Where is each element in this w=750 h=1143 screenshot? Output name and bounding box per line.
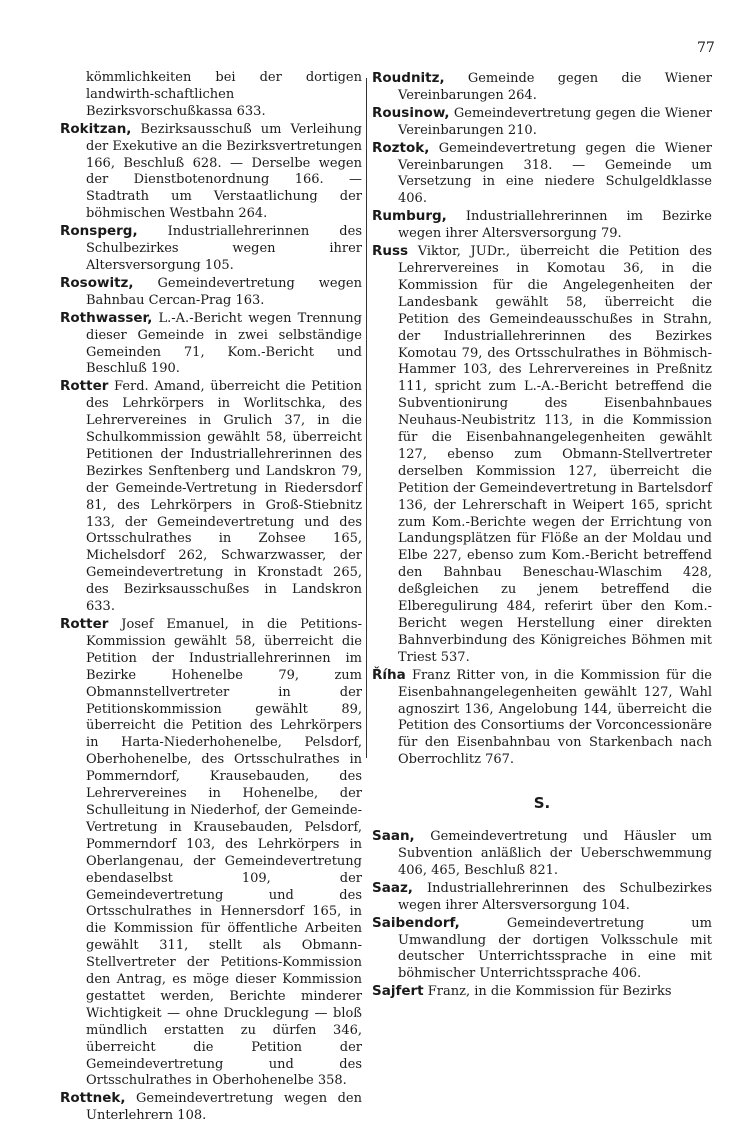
index-entry: [372, 828, 712, 880]
entry-text: Industriallehrerinnen im Bezirke wegen ihrer Altersversorgung 79.: [398, 209, 713, 242]
entry-text: Franz, in die Kommission für Bezirks: [427, 984, 672, 1000]
entry-headword: Roudnitz,: [372, 70, 445, 86]
entry-headword: Ronsperg,: [60, 223, 138, 240]
entry-headword: Saaz,: [372, 879, 413, 896]
entry-headword: Rotter: [60, 378, 109, 395]
index-entry: [372, 915, 712, 984]
entry-text: Gemeindevertretung und Häusler um Subvention anläßlich der Ueberschwemmung 406, 465, Beschluß 821.: [398, 829, 712, 878]
page-number: 77: [697, 40, 715, 56]
right-column: [372, 70, 712, 1001]
entry-headword: Rosowitz,: [60, 274, 134, 291]
entry-headword: Rothwasser,: [60, 309, 153, 326]
index-entry: [60, 223, 362, 275]
entry-headword: Rottnek,: [60, 1090, 126, 1107]
entry-text: Viktor, JUDr., überreicht die Petition des Lehrervereines in Komotau 36, in die Kommission für die Angelegenheiten der Landesbank gewählt 58, überreicht die Petition des Gemeindeausschußes in Strahn, der Industriallehrerinnen des Bezirkes Komotau 79, des Ortsschulrathes in Böhmisch-Hammer 103, des Lehrervereines in Preßnitz 111, spricht zum L.-A.-Bericht betreffend die Subventionirung des Eisenbahnbaues Neuhaus-Neubistritz 113, in die Kommission für die Eisenbahnangelegenheiten gewählt 127, ebenso zum Obmann-Stellvertreter derselben Kommission 127, überreicht die Petition der Gemeindevertretung in Bartelsdorf 136, der Lehrerschaft in Weipert 165, spricht zum Kom.-Berichte wegen der Errichtung von Landungsplätzen für Flöße an der Moldau und Elbe 227, ebenso zum Kom.-Bericht betreffend den Bahnbau Beneschau-Wlaschim 428, deßgleichen zu jenem betreffend die Elberegulirung 484, referirt über den Kom.-Bericht wegen Herstellung einer direkten Bahnverbindung des Königreiches Böhmen mit Triest 537.: [398, 244, 712, 665]
left-column: [60, 70, 362, 1125]
index-entry: [60, 121, 362, 223]
index-entry: [372, 880, 712, 915]
entry-text: Industriallehrerinnen des Schulbezirkes wegen ihrer Altersversorgung 104.: [398, 880, 712, 913]
entry-text: Bezirksausschuß um Verleihung der Exekutive an die Bezirksvertretungen 166, Beschluß 628. — Derselbe wegen der Dienstbotenordnung 166. — Stadtrath um Verstaatlichung der böhmischen Westbahn 264.: [86, 121, 362, 222]
index-entry: [60, 1090, 362, 1125]
entry-text: Franz Ritter von, in die Kommission für die Eisenbahnangelegenheiten gewählt 127, Wahl agnoszirt 136, Angelobung 144, überreicht die Petition des Consortiums der Vorconcessionäre für den Eisenbahnbau von Starkenbach nach Oberrochlitz 767.: [398, 667, 712, 768]
section-heading: S.: [533, 794, 551, 813]
index-entry: [372, 243, 712, 667]
entry-headword: Saibendorf,: [372, 914, 460, 931]
entry-text: Gemeindevertretung wegen den Unterlehrern 108.: [86, 1091, 362, 1124]
index-entry: [372, 105, 712, 140]
index-entry: [372, 983, 712, 1001]
entry-text: Gemeindevertretung gegen die Wiener Vereinbarungen 210.: [398, 105, 712, 138]
index-entry: [60, 378, 362, 616]
entry-text: Gemeindevertretung um Umwandlung der dortigen Volksschule mit deutscher Unterrichtssprache in eine mit böhmischer Unterrichtssprache 406.: [398, 915, 712, 982]
entry-headword: Saan,: [372, 828, 415, 845]
index-entry: [60, 616, 362, 1090]
entry-text: Ferd. Amand, überreicht die Petition des Lehrkörpers in Worlitschka, des Lehrervereines in Grulich 37, in die Schulkommission gewählt 58, überreicht Petitionen der Industriallehrerinnen des Bezirkes Senftenberg und Landskron 79, der Gemeinde-Vertretung in Riedersdorf 81, des Lehrkörpers in Groß-Stiebnitz 133, der Gemeindevertretung und des Ortsschulrathes in Zohsee 165, Michelsdorf 262, Schwarzwasser, der Gemeindevertretung in Kronstadt 265, des Bezirksausschußes in Landskron 633.: [86, 379, 362, 615]
index-entry: [60, 275, 362, 310]
entry-headword: Říha: [372, 666, 406, 683]
entry-headword: Russ: [372, 243, 409, 260]
entry-headword: Rumburg,: [372, 208, 447, 225]
index-entry: [372, 208, 712, 243]
entry-text: Industriallehrerinnen des Schulbezirkes wegen ihrer Altersversorgung 105.: [86, 224, 362, 273]
column-divider: [366, 78, 367, 758]
entry-headword: Roztok,: [372, 139, 430, 156]
index-entry-continuation: kömmlichkeiten bei der dortigen landwirth-schaftlichen Bezirksvorschußkassa 633.: [86, 70, 362, 119]
index-entry: [60, 310, 362, 379]
entry-text: Josef Emanuel, in die Petitions-Kommission gewählt 58, überreicht die Petition der Industriallehrerinnen im Bezirke Hohenelbe 79, zum Obmannstellvertreter in der Petitionskommission gewählt 89, überreicht die Petition des Lehrkörpers in Harta-Niederhohenelbe, Pelsdorf, Oberhohenelbe, des Ortsschulrathes in Pommerndorf, Krausebauden, des Lehrervereines in Hohenelbe, der Schulleitung in Niederhof, der Gemeinde-Vertretung in Krausebauden, Pelsdorf, Pommerndorf 103, des Lehrkörpers in Oberlangenau, der Gemeindevertretung ebendaselbst 109, der Gemeindevertretung und des Ortsschulrathes in Hennersdorf 165, in die Kommission für öffentliche Arbeiten gewählt 311, stellt als Obmann-Stellvertreter der Petitions-Kommission den Antrag, es möge dieser Kommission gestattet werden, Berichte minderer Wichtigkeit — ohne Drucklegung — bloß mündlich erstatten zu dürfen 346, überreicht die Petition der Gemeindevertretung und des Ortsschulrathes in Oberhohenelbe 358.: [86, 617, 362, 1089]
index-entry: [372, 70, 712, 105]
entry-text: Gemeinde gegen die Wiener Vereinbarungen 264.: [398, 71, 712, 103]
index-entry: [372, 667, 712, 769]
entry-headword: Sajfert: [372, 983, 424, 1000]
entry-text: Gemeindevertretung wegen Bahnbau Cercan-Prag 163.: [86, 275, 362, 308]
entry-text: L.-A.-Bericht wegen Trennung dieser Gemeinde in zwei selbständige Gemeinden 71, Kom.-Bericht und Beschluß 190.: [86, 310, 362, 377]
entry-headword: Rokitzan,: [60, 120, 132, 137]
entry-headword: Rousinow,: [372, 104, 450, 121]
entry-text: Gemeindevertretung gegen die Wiener Vereinbarungen 318. — Gemeinde um Versetzung in eine niedere Schulgeldklasse 406.: [398, 140, 712, 207]
entry-headword: Rotter: [60, 616, 109, 632]
index-entry: [372, 140, 712, 209]
